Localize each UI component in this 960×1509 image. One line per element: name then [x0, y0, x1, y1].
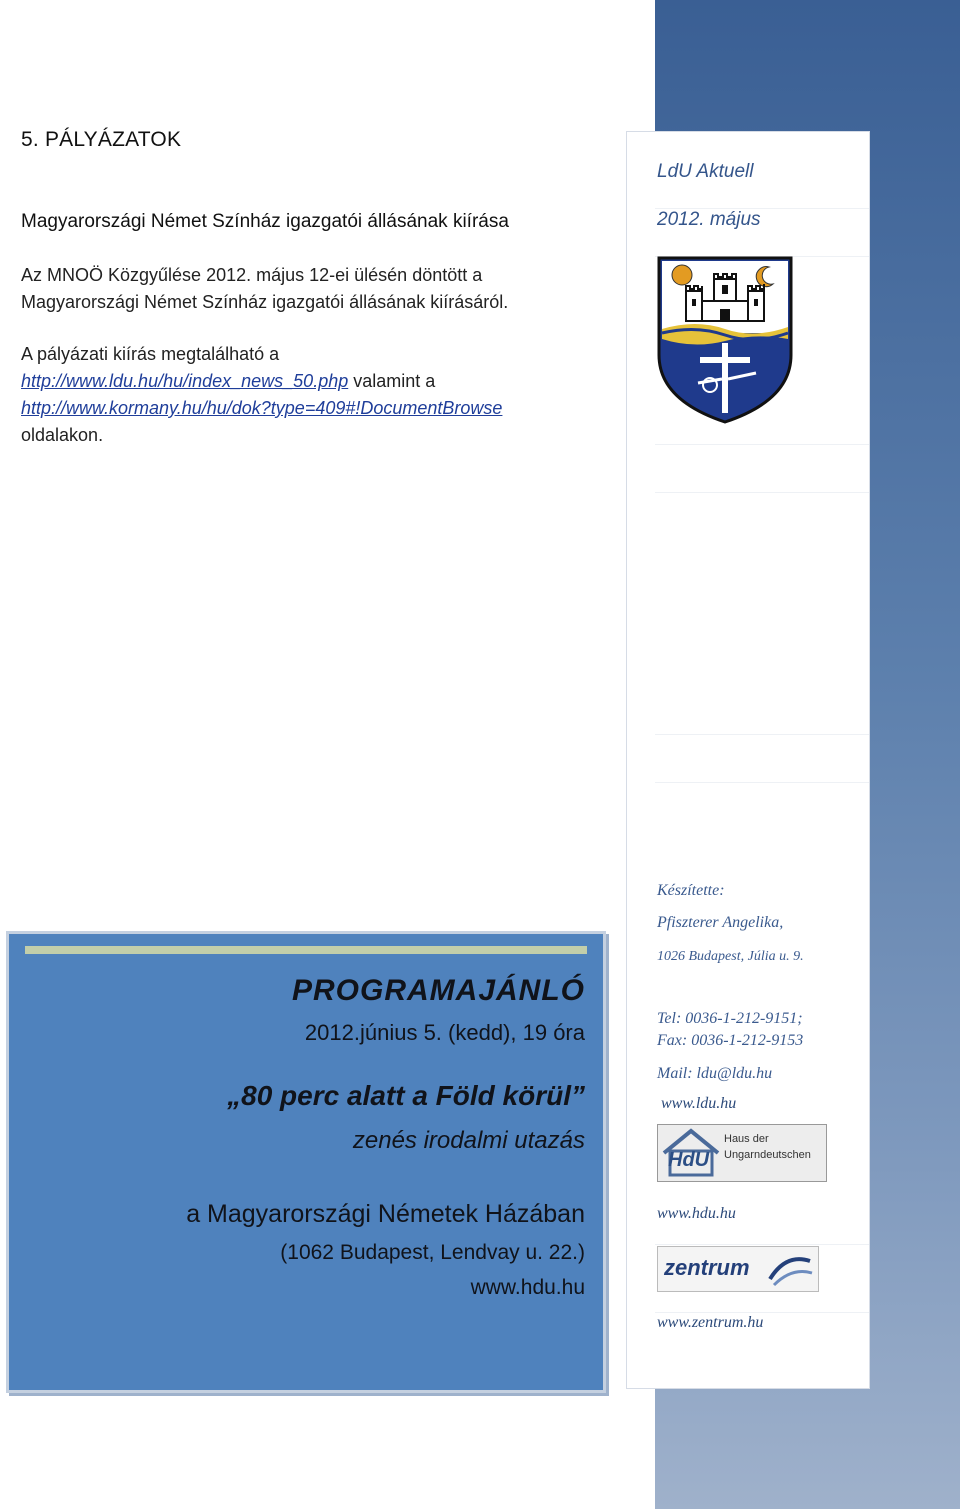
promo-website[interactable]: www.hdu.hu	[470, 1276, 585, 1299]
contact-fax: Fax: 0036-1-212-9153	[657, 1032, 804, 1049]
hdu-logo-line1: Haus der	[724, 1133, 769, 1145]
hdu-logo-line2: Ungarndeutschen	[724, 1149, 811, 1161]
article-title: Magyarországi Német Színház igazgatói állásának kiírása	[21, 211, 509, 232]
zentrum-website-link[interactable]: www.zentrum.hu	[657, 1314, 764, 1331]
paragraph2-link2-line	[21, 395, 502, 422]
sidebar-divider	[655, 1244, 869, 1245]
promo-top-rule	[25, 946, 587, 954]
sidebar-divider	[655, 1312, 869, 1313]
hdu-logo[interactable]	[657, 1124, 827, 1182]
paragraph1-line1: Az MNOÖ Közgyűlése 2012. május 12-ei ülésén döntött a	[21, 265, 483, 285]
hdu-logo-mark: HdU	[668, 1149, 710, 1171]
paragraph2-line1: A pályázati kiírás megtalálható a	[21, 344, 280, 364]
sidebar-divider	[655, 782, 869, 783]
promo-subtitle: zenés irodalmi utazás	[352, 1127, 585, 1154]
prepared-by-label: Készítette:	[657, 882, 725, 899]
contact-mail[interactable]: Mail: ldu@ldu.hu	[657, 1065, 773, 1082]
newsletter-title: LdU Aktuell	[657, 161, 754, 182]
kormany-document-link[interactable]: http://www.kormany.hu/hu/dok?type=409#!DocumentBrowse	[21, 398, 503, 418]
promo-title: „80 perc alatt a Föld körül”	[227, 1080, 585, 1111]
zentrum-logo-text: zentrum	[664, 1255, 750, 1280]
promo-venue: a Magyarországi Németek Házában	[186, 1200, 585, 1228]
newsletter-date: 2012. május	[657, 209, 761, 230]
zentrum-logo[interactable]	[657, 1246, 819, 1292]
ldu-website-link[interactable]: www.ldu.hu	[661, 1095, 737, 1112]
promo-address: (1062 Budapest, Lendvay u. 22.)	[280, 1241, 585, 1264]
author-address: 1026 Budapest, Júlia u. 9.	[657, 949, 804, 964]
sidebar-divider	[655, 444, 869, 445]
promo-heading: PROGRAMAJÁNLÓ	[291, 974, 585, 1007]
coat-of-arms-icon	[656, 255, 794, 425]
section-heading: 5. PÁLYÁZATOK	[21, 128, 182, 151]
paragraph2-link-line	[21, 368, 435, 395]
newsletter-sidebar	[626, 131, 870, 1389]
sidebar-divider	[655, 734, 869, 735]
contact-tel: Tel: 0036-1-212-9151;	[657, 1010, 803, 1027]
zentrum-swoosh-icon	[766, 1251, 814, 1287]
program-recommendation-box	[6, 931, 606, 1393]
sidebar-divider	[655, 492, 869, 493]
promo-date: 2012.június 5. (kedd), 19 óra	[304, 1020, 585, 1045]
hdu-website-link[interactable]: www.hdu.hu	[657, 1205, 736, 1222]
ldu-news-link[interactable]: http://www.ldu.hu/hu/index_news_50.php	[21, 371, 349, 391]
link-connector-text: valamint a	[348, 371, 436, 391]
paragraph1-line2: Magyarországi Német Színház igazgatói állásának kiírásáról.	[21, 292, 509, 312]
paragraph2-end: oldalakon.	[21, 425, 104, 445]
author-name: Pfiszterer Angelika,	[657, 914, 784, 931]
